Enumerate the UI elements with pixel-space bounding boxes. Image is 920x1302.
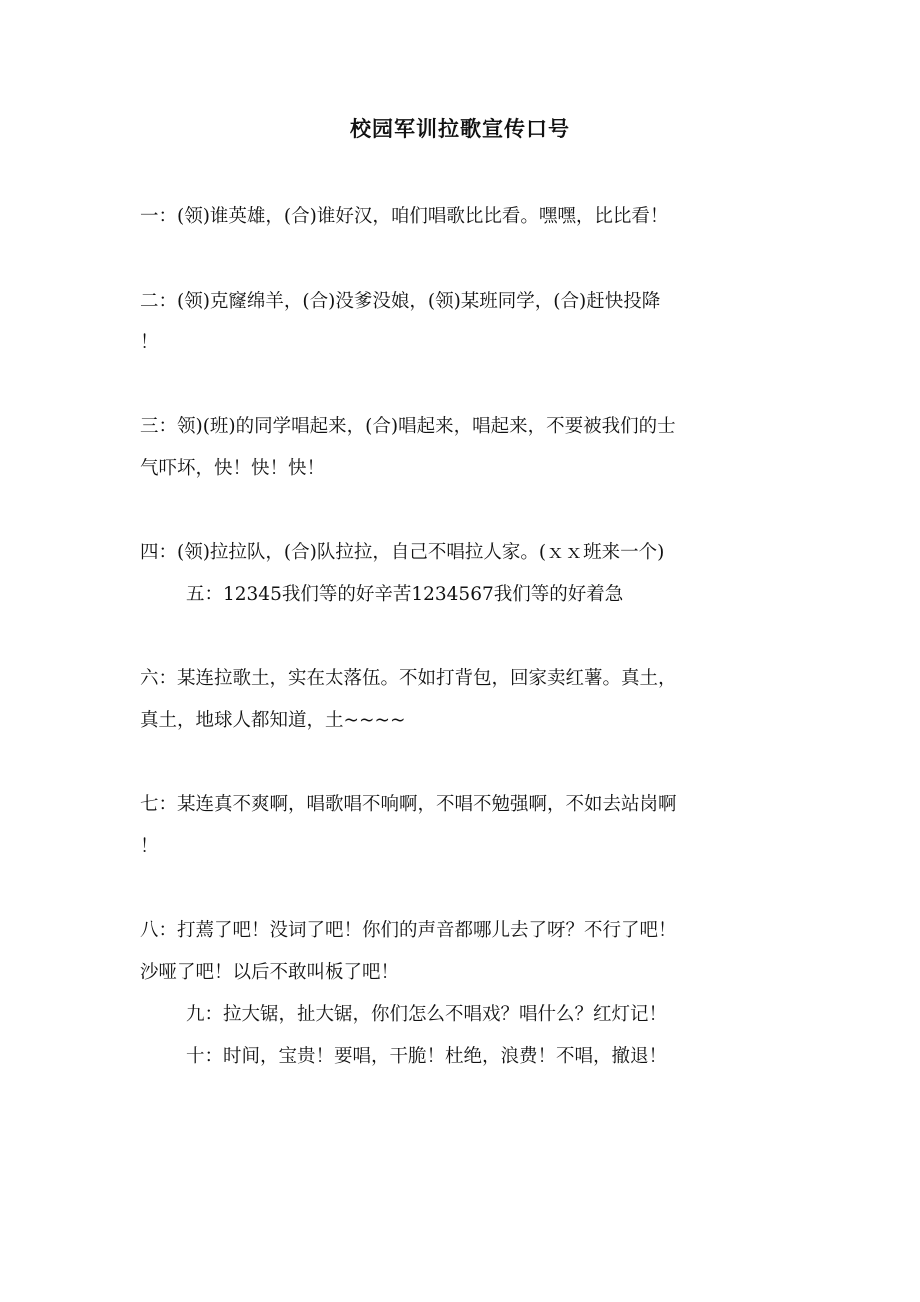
slogan-line-6: 六：某连拉歌土，实在太落伍。不如打背包，回家卖红薯。真土， xyxy=(140,668,677,689)
slogan-line-5: 五：12345我们等的好辛苦1234567我们等的好着急 xyxy=(186,584,624,605)
slogan-line-2: 二：(领)克窿绵羊，(合)没爹没娘，(领)某班同学，(合)赶快投降 xyxy=(140,291,661,312)
slogan-line-7-cont: ！ xyxy=(140,836,159,857)
slogan-line-9: 九：拉大锯，扯大锯，你们怎么不唱戏？唱什么？红灯记！ xyxy=(186,1004,668,1025)
slogan-line-3: 三：领)(班)的同学唱起来，(合)唱起来，唱起来，不要被我们的士 xyxy=(140,416,676,437)
slogan-line-4: 四：(领)拉拉队，(合)队拉拉，自己不唱拉人家。(ｘｘ班来一个) xyxy=(140,542,665,563)
slogan-line-10: 十：时间，宝贵！要唱，干脆！杜绝，浪费！不唱，撤退！ xyxy=(186,1046,668,1067)
slogan-line-2-cont: ！ xyxy=(140,332,159,353)
slogan-line-3-cont: 气吓坏，快！快！快！ xyxy=(140,458,326,479)
slogan-line-8-cont: 沙哑了吧！以后不敢叫板了吧！ xyxy=(140,962,400,983)
slogan-line-8: 八：打蔫了吧！没词了吧！你们的声音都哪儿去了呀？不行了吧！ xyxy=(140,920,677,941)
slogan-line-6-cont: 真土，地球人都知道，土~~~~ xyxy=(140,710,406,731)
slogan-line-1: 一：(领)谁英雄，(合)谁好汉，咱们唱歌比比看。嘿嘿，比比看！ xyxy=(140,206,669,227)
document-title: 校园军训拉歌宣传口号 xyxy=(350,116,570,141)
slogan-line-7: 七：某连真不爽啊，唱歌唱不响啊，不唱不勉强啊，不如去站岗啊 xyxy=(140,794,677,815)
